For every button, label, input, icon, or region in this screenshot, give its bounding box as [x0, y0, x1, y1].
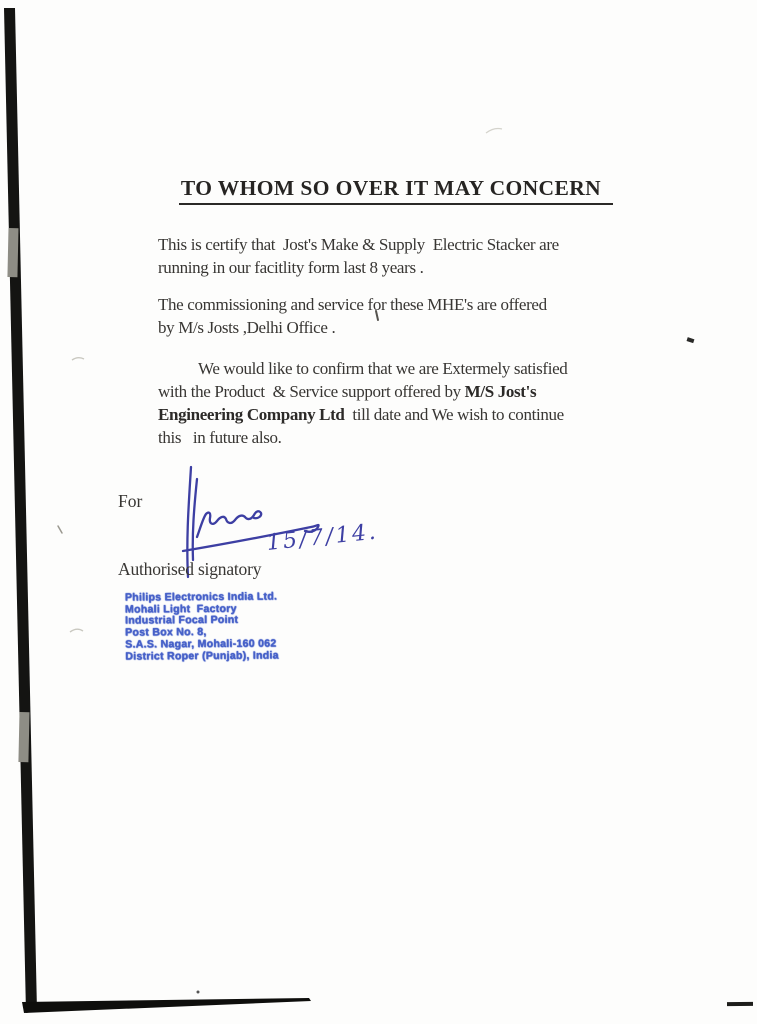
paragraph-line: We would like to confirm that we are Extermely satisfied	[198, 359, 568, 378]
authorised-signatory-label: Authorised signatory	[118, 559, 262, 579]
stamp-line: S.A.S. Nagar, Mohali-160 062	[125, 637, 277, 651]
letter-title	[158, 176, 634, 205]
stamp-line: Philips Electronics India Ltd.	[124, 590, 278, 604]
for-label: For	[118, 491, 143, 511]
handwritten-date: 15/7/14.	[265, 519, 380, 556]
paragraph-1	[158, 233, 658, 279]
paragraph-2	[158, 293, 658, 339]
paragraph-line: with the Product & Service support offered by M/S Jost's	[158, 382, 537, 401]
paragraph-line: running in our facitlity form last 8 years .	[158, 258, 424, 277]
letter-title-text: TO WHOM SO OVER IT MAY CONCERN	[179, 176, 613, 205]
stamp-line: Mohali Light Factory	[124, 602, 237, 616]
paragraph-line: this in future also.	[158, 428, 282, 447]
paragraph-line: This is certify that Jost's Make & Supply Electric Stacker are	[158, 235, 559, 254]
paragraph-line: Engineering Company Ltd till date and We wish to continue	[158, 405, 564, 424]
company-stamp	[125, 591, 279, 662]
paragraph-3	[158, 357, 658, 449]
stamp-line: District Roper (Punjab), India	[125, 648, 279, 663]
paragraph-line: The commissioning and service for these MHE's are offered	[158, 295, 547, 314]
paragraph-line: by M/s Josts ,Delhi Office .	[158, 318, 336, 337]
stamp-line: Industrial Focal Point	[124, 614, 239, 627]
stamp-line: Post Box No. 8,	[124, 626, 207, 639]
